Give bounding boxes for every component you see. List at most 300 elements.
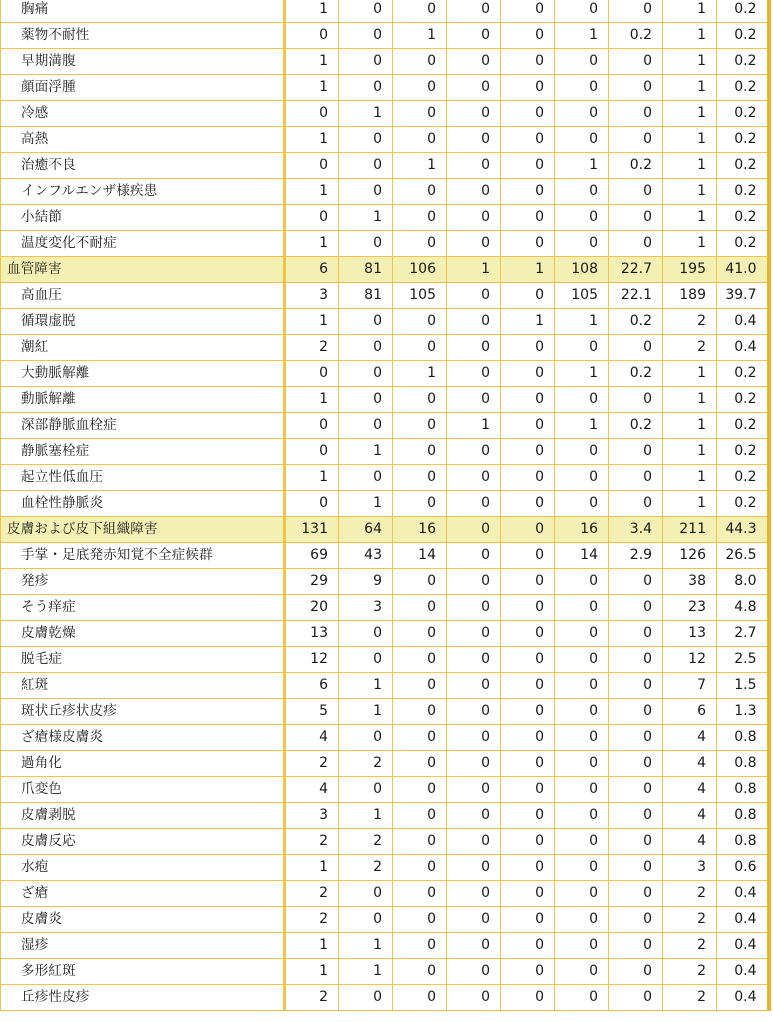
value-cell-col-1: 0 [285,361,339,387]
value-cell-col-3: 0 [393,803,447,829]
value-cell-col-7: 0 [609,491,663,517]
value-cell-col-4: 0 [447,361,501,387]
value-cell-col-6: 0 [555,569,609,595]
value-cell-col-9: 0.2 [717,205,769,231]
value-cell-col-9: 0.2 [717,387,769,413]
value-cell-col-6: 1 [555,153,609,179]
value-cell-col-4: 1 [447,413,501,439]
value-cell-col-7: 2.9 [609,543,663,569]
value-cell-col-1: 1 [285,933,339,959]
term-name-cell: 脱毛症 [1,647,285,673]
value-cell-col-7: 0 [609,985,663,1011]
value-cell-col-3: 0 [393,933,447,959]
term-name-cell: 高血圧 [1,283,285,309]
table-row [1,23,769,49]
value-cell-col-8: 1 [663,75,717,101]
value-cell-col-3: 1 [393,23,447,49]
term-name-cell: 小結節 [1,205,285,231]
value-cell-col-9: 0.4 [717,881,769,907]
value-cell-col-2: 2 [339,829,393,855]
value-cell-col-9: 0.2 [717,101,769,127]
value-cell-col-7: 0 [609,933,663,959]
value-cell-col-3: 0 [393,335,447,361]
value-cell-col-3: 0 [393,621,447,647]
value-cell-col-3: 0 [393,673,447,699]
value-cell-col-7: 0 [609,569,663,595]
value-cell-col-8: 6 [663,699,717,725]
value-cell-col-6: 0 [555,179,609,205]
table-row [1,933,769,959]
value-cell-col-1: 1 [285,855,339,881]
value-cell-col-2: 2 [339,751,393,777]
value-cell-col-3: 1 [393,361,447,387]
value-cell-col-8: 195 [663,257,717,283]
table-row [1,49,769,75]
value-cell-col-9: 26.5 [717,543,769,569]
value-cell-col-9: 0.2 [717,361,769,387]
value-cell-col-3: 0 [393,569,447,595]
value-cell-col-1: 3 [285,283,339,309]
value-cell-col-8: 4 [663,829,717,855]
table-row [1,569,769,595]
value-cell-col-9: 0.2 [717,0,769,23]
value-cell-col-5: 0 [501,387,555,413]
value-cell-col-3: 0 [393,751,447,777]
value-cell-col-3: 0 [393,725,447,751]
value-cell-col-1: 2 [285,751,339,777]
value-cell-col-5: 0 [501,205,555,231]
table-row [1,283,769,309]
value-cell-col-8: 1 [663,153,717,179]
value-cell-col-4: 0 [447,465,501,491]
value-cell-col-4: 0 [447,933,501,959]
value-cell-col-4: 0 [447,309,501,335]
value-cell-col-3: 0 [393,127,447,153]
value-cell-col-7: 0 [609,855,663,881]
table-row [1,439,769,465]
value-cell-col-8: 1 [663,49,717,75]
table-row [1,621,769,647]
term-name-cell: 発疹 [1,569,285,595]
value-cell-col-8: 2 [663,881,717,907]
term-name-cell: 起立性低血圧 [1,465,285,491]
value-cell-col-4: 0 [447,283,501,309]
table-row [1,673,769,699]
value-cell-col-3: 0 [393,231,447,257]
value-cell-col-8: 4 [663,803,717,829]
value-cell-col-7: 0 [609,101,663,127]
value-cell-col-8: 4 [663,751,717,777]
value-cell-col-5: 0 [501,153,555,179]
table-row [1,361,769,387]
term-name-cell: 皮膚炎 [1,907,285,933]
value-cell-col-5: 0 [501,569,555,595]
value-cell-col-6: 1 [555,361,609,387]
term-name-cell: 血栓性静脈炎 [1,491,285,517]
term-name-cell: 早期満腹 [1,49,285,75]
value-cell-col-9: 0.8 [717,725,769,751]
value-cell-col-6: 0 [555,985,609,1011]
value-cell-col-8: 1 [663,465,717,491]
value-cell-col-4: 0 [447,101,501,127]
value-cell-col-1: 69 [285,543,339,569]
value-cell-col-6: 0 [555,387,609,413]
category-name-cell: 皮膚および皮下組織障害 [1,517,285,543]
value-cell-col-3: 0 [393,205,447,231]
value-cell-col-5: 0 [501,647,555,673]
term-name-cell: ざ瘡様皮膚炎 [1,725,285,751]
value-cell-col-6: 0 [555,335,609,361]
value-cell-col-5: 0 [501,959,555,985]
value-cell-col-6: 0 [555,881,609,907]
value-cell-col-4: 0 [447,647,501,673]
value-cell-col-7: 0 [609,751,663,777]
value-cell-col-3: 106 [393,257,447,283]
value-cell-col-4: 0 [447,439,501,465]
value-cell-col-9: 39.7 [717,283,769,309]
value-cell-col-5: 0 [501,127,555,153]
value-cell-col-2: 3 [339,595,393,621]
value-cell-col-9: 0.2 [717,127,769,153]
term-name-cell: 顔面浮腫 [1,75,285,101]
value-cell-col-7: 0.2 [609,153,663,179]
value-cell-col-4: 0 [447,907,501,933]
value-cell-col-3: 0 [393,855,447,881]
term-name-cell: そう痒症 [1,595,285,621]
value-cell-col-3: 0 [393,777,447,803]
value-cell-col-6: 0 [555,907,609,933]
value-cell-col-7: 0 [609,231,663,257]
value-cell-col-1: 6 [285,673,339,699]
value-cell-col-3: 0 [393,907,447,933]
value-cell-col-6: 0 [555,465,609,491]
value-cell-col-7: 0 [609,75,663,101]
value-cell-col-7: 0 [609,465,663,491]
category-row [1,257,769,283]
value-cell-col-6: 0 [555,75,609,101]
value-cell-col-8: 4 [663,725,717,751]
value-cell-col-9: 0.4 [717,933,769,959]
value-cell-col-8: 1 [663,231,717,257]
value-cell-col-7: 0 [609,439,663,465]
value-cell-col-3: 14 [393,543,447,569]
value-cell-col-6: 0 [555,101,609,127]
value-cell-col-2: 1 [339,439,393,465]
value-cell-col-9: 2.7 [717,621,769,647]
table-row [1,595,769,621]
value-cell-col-8: 2 [663,907,717,933]
value-cell-col-5: 0 [501,179,555,205]
value-cell-col-4: 0 [447,621,501,647]
value-cell-col-4: 0 [447,0,501,23]
value-cell-col-2: 1 [339,673,393,699]
value-cell-col-2: 0 [339,621,393,647]
term-name-cell: 動脈解離 [1,387,285,413]
value-cell-col-9: 0.8 [717,829,769,855]
value-cell-col-9: 0.2 [717,23,769,49]
value-cell-col-6: 0 [555,0,609,23]
value-cell-col-9: 0.4 [717,335,769,361]
value-cell-col-1: 2 [285,907,339,933]
value-cell-col-8: 189 [663,283,717,309]
table-row [1,959,769,985]
value-cell-col-4: 0 [447,543,501,569]
value-cell-col-9: 41.0 [717,257,769,283]
value-cell-col-7: 0 [609,725,663,751]
value-cell-col-3: 0 [393,0,447,23]
value-cell-col-8: 2 [663,335,717,361]
term-name-cell: 大動脈解離 [1,361,285,387]
term-name-cell: 薬物不耐性 [1,23,285,49]
value-cell-col-2: 64 [339,517,393,543]
value-cell-col-5: 0 [501,0,555,23]
value-cell-col-4: 0 [447,855,501,881]
value-cell-col-6: 0 [555,647,609,673]
value-cell-col-7: 0.2 [609,361,663,387]
value-cell-col-6: 0 [555,959,609,985]
value-cell-col-2: 0 [339,335,393,361]
value-cell-col-8: 1 [663,387,717,413]
value-cell-col-2: 0 [339,985,393,1011]
table-body [1,0,769,1011]
term-name-cell: 水疱 [1,855,285,881]
value-cell-col-2: 2 [339,855,393,881]
value-cell-col-4: 0 [447,387,501,413]
table-row [1,751,769,777]
value-cell-col-6: 0 [555,725,609,751]
term-name-cell: 丘疹性皮疹 [1,985,285,1011]
value-cell-col-6: 0 [555,491,609,517]
value-cell-col-5: 0 [501,699,555,725]
value-cell-col-7: 0 [609,127,663,153]
value-cell-col-6: 0 [555,673,609,699]
value-cell-col-9: 0.2 [717,465,769,491]
value-cell-col-5: 0 [501,595,555,621]
value-cell-col-7: 0 [609,205,663,231]
value-cell-col-1: 3 [285,803,339,829]
value-cell-col-5: 0 [501,101,555,127]
value-cell-col-4: 1 [447,257,501,283]
table-row [1,309,769,335]
value-cell-col-8: 1 [663,179,717,205]
value-cell-col-1: 1 [285,959,339,985]
value-cell-col-7: 0 [609,673,663,699]
value-cell-col-9: 0.2 [717,491,769,517]
value-cell-col-5: 0 [501,829,555,855]
value-cell-col-4: 0 [447,881,501,907]
value-cell-col-9: 4.8 [717,595,769,621]
table-row [1,75,769,101]
value-cell-col-1: 2 [285,335,339,361]
value-cell-col-4: 0 [447,335,501,361]
value-cell-col-2: 0 [339,361,393,387]
value-cell-col-1: 6 [285,257,339,283]
value-cell-col-1: 4 [285,777,339,803]
term-name-cell: 湿疹 [1,933,285,959]
value-cell-col-7: 0 [609,335,663,361]
value-cell-col-5: 0 [501,907,555,933]
table-row [1,179,769,205]
value-cell-col-1: 0 [285,439,339,465]
value-cell-col-4: 0 [447,569,501,595]
value-cell-col-5: 0 [501,465,555,491]
value-cell-col-8: 2 [663,959,717,985]
value-cell-col-1: 12 [285,647,339,673]
value-cell-col-9: 0.2 [717,49,769,75]
value-cell-col-6: 0 [555,127,609,153]
value-cell-col-6: 1 [555,413,609,439]
value-cell-col-4: 0 [447,985,501,1011]
value-cell-col-1: 1 [285,387,339,413]
value-cell-col-5: 0 [501,855,555,881]
value-cell-col-2: 81 [339,257,393,283]
value-cell-col-7: 3.4 [609,517,663,543]
table-row [1,725,769,751]
table-row [1,465,769,491]
value-cell-col-7: 0 [609,595,663,621]
value-cell-col-4: 0 [447,75,501,101]
value-cell-col-6: 1 [555,23,609,49]
value-cell-col-9: 0.6 [717,855,769,881]
value-cell-col-8: 1 [663,101,717,127]
value-cell-col-7: 0 [609,699,663,725]
table-row [1,829,769,855]
value-cell-col-1: 1 [285,49,339,75]
value-cell-col-4: 0 [447,777,501,803]
value-cell-col-7: 0 [609,881,663,907]
value-cell-col-8: 1 [663,491,717,517]
value-cell-col-1: 2 [285,985,339,1011]
value-cell-col-8: 13 [663,621,717,647]
table-row [1,491,769,517]
value-cell-col-9: 0.4 [717,959,769,985]
table-row [1,205,769,231]
value-cell-col-8: 1 [663,127,717,153]
value-cell-col-7: 0 [609,959,663,985]
value-cell-col-1: 1 [285,465,339,491]
value-cell-col-2: 0 [339,153,393,179]
table-row [1,855,769,881]
value-cell-col-5: 0 [501,23,555,49]
value-cell-col-9: 0.2 [717,413,769,439]
value-cell-col-5: 0 [501,491,555,517]
term-name-cell: 紅斑 [1,673,285,699]
value-cell-col-9: 44.3 [717,517,769,543]
value-cell-col-5: 0 [501,413,555,439]
value-cell-col-1: 131 [285,517,339,543]
table-row [1,699,769,725]
value-cell-col-4: 0 [447,127,501,153]
value-cell-col-5: 0 [501,361,555,387]
value-cell-col-1: 0 [285,153,339,179]
table-row [1,413,769,439]
value-cell-col-3: 0 [393,959,447,985]
value-cell-col-3: 0 [393,647,447,673]
value-cell-col-9: 0.8 [717,803,769,829]
value-cell-col-3: 0 [393,595,447,621]
value-cell-col-9: 1.3 [717,699,769,725]
value-cell-col-5: 0 [501,725,555,751]
value-cell-col-9: 2.5 [717,647,769,673]
value-cell-col-6: 0 [555,803,609,829]
value-cell-col-1: 29 [285,569,339,595]
value-cell-col-4: 0 [447,959,501,985]
value-cell-col-5: 1 [501,257,555,283]
table-row [1,543,769,569]
value-cell-col-9: 8.0 [717,569,769,595]
value-cell-col-8: 38 [663,569,717,595]
value-cell-col-1: 1 [285,179,339,205]
value-cell-col-6: 0 [555,855,609,881]
table-row [1,803,769,829]
table-row [1,881,769,907]
value-cell-col-3: 0 [393,387,447,413]
value-cell-col-4: 0 [447,803,501,829]
value-cell-col-9: 0.8 [717,751,769,777]
value-cell-col-4: 0 [447,153,501,179]
term-name-cell: 潮紅 [1,335,285,361]
value-cell-col-3: 0 [393,49,447,75]
table-row [1,231,769,257]
value-cell-col-2: 1 [339,933,393,959]
value-cell-col-1: 1 [285,231,339,257]
value-cell-col-4: 0 [447,23,501,49]
table-row [1,647,769,673]
value-cell-col-7: 0 [609,777,663,803]
value-cell-col-6: 0 [555,933,609,959]
value-cell-col-7: 22.7 [609,257,663,283]
value-cell-col-9: 0.2 [717,231,769,257]
value-cell-col-7: 0 [609,179,663,205]
category-row [1,517,769,543]
value-cell-col-6: 0 [555,751,609,777]
table-row [1,127,769,153]
value-cell-col-2: 0 [339,309,393,335]
category-name-cell: 血管障害 [1,257,285,283]
value-cell-col-2: 0 [339,23,393,49]
value-cell-col-2: 0 [339,777,393,803]
value-cell-col-9: 0.2 [717,439,769,465]
value-cell-col-8: 211 [663,517,717,543]
value-cell-col-1: 20 [285,595,339,621]
value-cell-col-2: 0 [339,0,393,23]
value-cell-col-5: 0 [501,751,555,777]
value-cell-col-5: 0 [501,673,555,699]
term-name-cell: 多形紅斑 [1,959,285,985]
value-cell-col-6: 0 [555,49,609,75]
value-cell-col-5: 0 [501,985,555,1011]
value-cell-col-5: 0 [501,75,555,101]
value-cell-col-3: 0 [393,101,447,127]
value-cell-col-7: 0 [609,829,663,855]
value-cell-col-7: 0 [609,621,663,647]
value-cell-col-4: 0 [447,49,501,75]
value-cell-col-8: 2 [663,309,717,335]
table-row [1,101,769,127]
value-cell-col-9: 0.8 [717,777,769,803]
term-name-cell: 爪変色 [1,777,285,803]
value-cell-col-8: 1 [663,413,717,439]
value-cell-col-6: 0 [555,205,609,231]
value-cell-col-9: 0.4 [717,309,769,335]
table-row [1,387,769,413]
value-cell-col-2: 1 [339,101,393,127]
table-row [1,0,769,23]
value-cell-col-1: 1 [285,0,339,23]
term-name-cell: 静脈塞栓症 [1,439,285,465]
value-cell-col-3: 0 [393,491,447,517]
value-cell-col-6: 105 [555,283,609,309]
